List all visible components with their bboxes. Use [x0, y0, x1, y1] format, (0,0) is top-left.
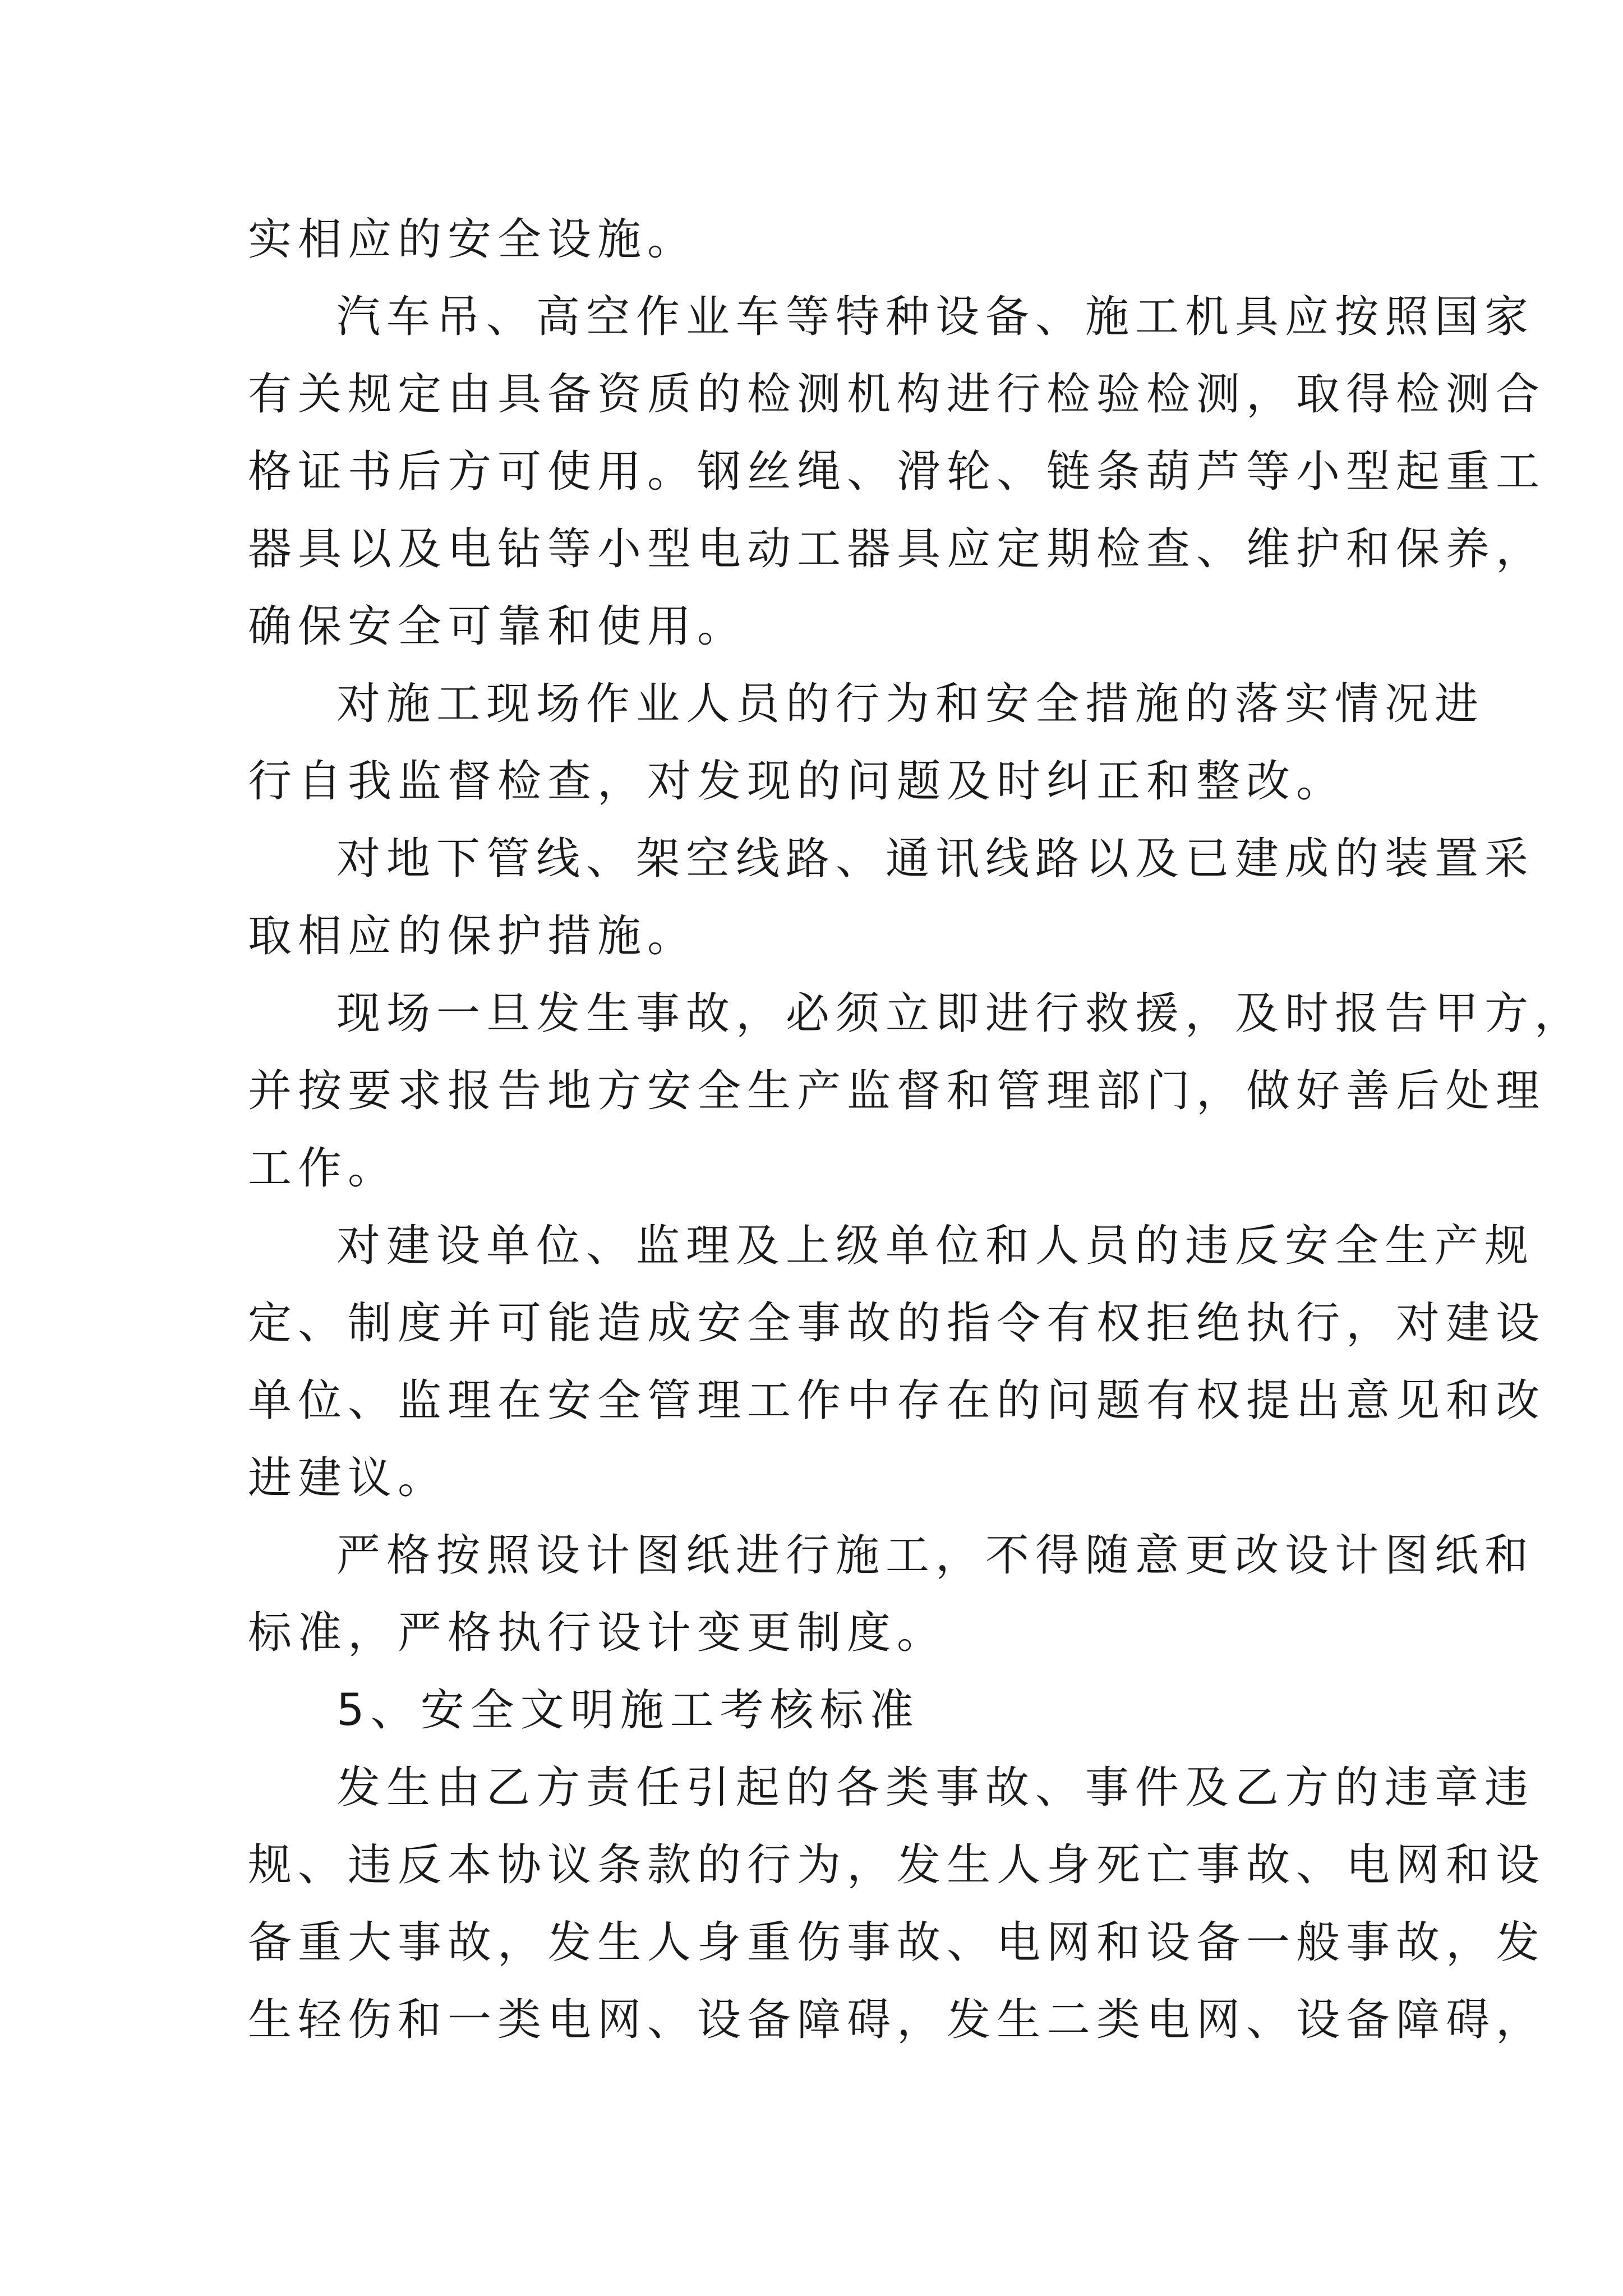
text-line: 对建设单位、监理及上级单位和人员的违反安全生产规: [336, 1221, 1535, 1271]
text-line: 实相应的安全设施。: [248, 214, 698, 265]
text-line: 工作。: [248, 1143, 398, 1194]
paragraph-self-supervision: [248, 665, 1485, 820]
paragraph-continuation: [248, 201, 1392, 278]
document-body: [248, 201, 1585, 2059]
text-line: 汽车吊、高空作业车等特种设备、施工机具应按照国家: [336, 292, 1535, 342]
text-line: 定、制度并可能造成安全事故的指令有权拒绝执行，对建设: [248, 1298, 1546, 1349]
text-line: 确保安全可靠和使用。: [248, 601, 748, 652]
text-line: 单位、监理在安全管理工作中存在的问题有权提出意见和改: [248, 1375, 1546, 1426]
text-line: 取相应的保护措施。: [248, 911, 698, 961]
paragraph-accident-response: [248, 975, 1585, 1207]
text-line: 并按要求报告地方安全生产监督和管理部门，做好善后处理: [248, 1066, 1546, 1116]
text-line: 有关规定由具备资质的检测机构进行检验检测，取得检测合: [248, 369, 1546, 420]
text-line: 对施工现场作业人员的行为和安全措施的落实情况进: [336, 679, 1485, 729]
paragraph-design-drawings: [248, 1517, 1535, 1672]
paragraph-right-to-refuse: [248, 1207, 1546, 1517]
text-line: 发生由乙方责任引起的各类事故、事件及乙方的违章违: [336, 1763, 1535, 1813]
text-line: 格证书后方可使用。钢丝绳、滑轮、链条葫芦等小型起重工: [248, 447, 1546, 497]
text-line: 现场一旦发生事故，必须立即进行救援，及时报告甲方，: [336, 988, 1585, 1039]
paragraph-assessment: [248, 1749, 1546, 2059]
text-line: 规、违反本协议条款的行为，发生人身死亡事故、电网和设: [248, 1840, 1546, 1890]
text-line: 对地下管线、架空线路、通讯线路以及已建成的装置采: [336, 834, 1535, 884]
text-line: 器具以及电钻等小型电动工器具应定期检查、维护和保养，: [248, 524, 1546, 574]
text-line: 备重大事故，发生人身重伤事故、电网和设备一般事故，发: [248, 1917, 1546, 1968]
text-line: 行自我监督检查，对发现的问题及时纠正和整改。: [248, 756, 1347, 807]
text-line: 进建议。: [248, 1453, 448, 1503]
section-title: 5、安全文明施工考核标准: [336, 1685, 920, 1736]
text-line: 严格按照设计图纸进行施工，不得随意更改设计图纸和: [336, 1530, 1535, 1581]
paragraph-pipeline-protection: [248, 820, 1535, 975]
paragraph-special-equipment: [248, 278, 1546, 665]
text-line: 标准，严格执行设计变更制度。: [248, 1608, 947, 1658]
section-heading: [248, 1672, 1392, 1749]
text-line: 生轻伤和一类电网、设备障碍，发生二类电网、设备障碍，: [248, 1995, 1546, 2045]
